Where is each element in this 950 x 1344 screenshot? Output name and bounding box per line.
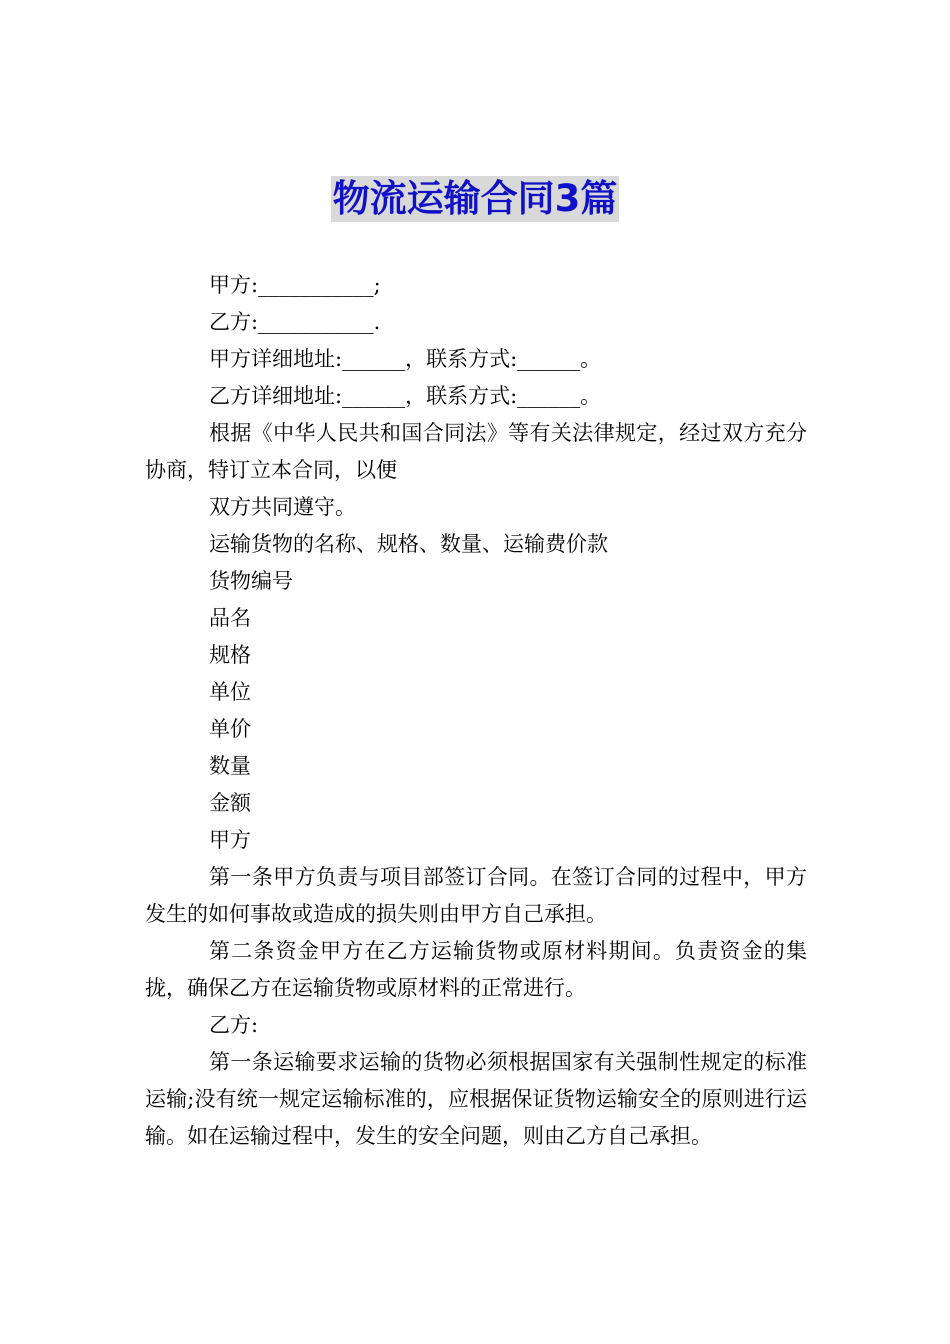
basis-paragraph: 根据《中华人民共和国合同法》等有关法律规定，经过双方充分协商，特订立本合同，以便 [145,421,807,482]
party-a-label: 甲方 [209,828,251,852]
party-b-address-line: 乙方详细地址:______，联系方式:______。 [209,384,602,408]
goods-field: 规格 [209,643,251,667]
title-container [0,176,950,222]
document-body [145,267,807,1155]
party-b-clause-1: 第一条运输要求运输的货物必须根据国家有关强制性规定的标准运输;没有统一规定运输标准的，应根据保证货物运输安全的原则进行运输。如在运输过程中，发生的安全问题，则由乙方自己承担。 [145,1050,807,1148]
goods-field: 数量 [209,754,251,778]
party-a-address-line: 甲方详细地址:______，联系方式:______。 [209,347,602,371]
party-a-clause-2: 第二条资金甲方在乙方运输货物或原材料期间。负责资金的集拢，确保乙方在运输货物或原材料的正常进行。 [145,939,807,1000]
party-b-label: 乙方: [209,1013,259,1037]
party-b-name-line: 乙方:___________. [209,310,381,334]
goods-field: 品名 [209,606,251,630]
goods-field: 单位 [209,680,251,704]
goods-heading: 运输货物的名称、规格、数量、运输费价款 [209,532,608,556]
goods-field: 单价 [209,717,251,741]
goods-field: 货物编号 [209,569,293,593]
document-title: 物流运输合同3篇 [332,177,618,220]
party-a-name-line: 甲方:___________; [209,273,381,297]
comply-line: 双方共同遵守。 [209,495,356,519]
party-a-clause-1: 第一条甲方负责与项目部签订合同。在签订合同的过程中，甲方发生的如何事故或造成的损失则由甲方自己承担。 [145,865,807,926]
goods-field: 金额 [209,791,251,815]
